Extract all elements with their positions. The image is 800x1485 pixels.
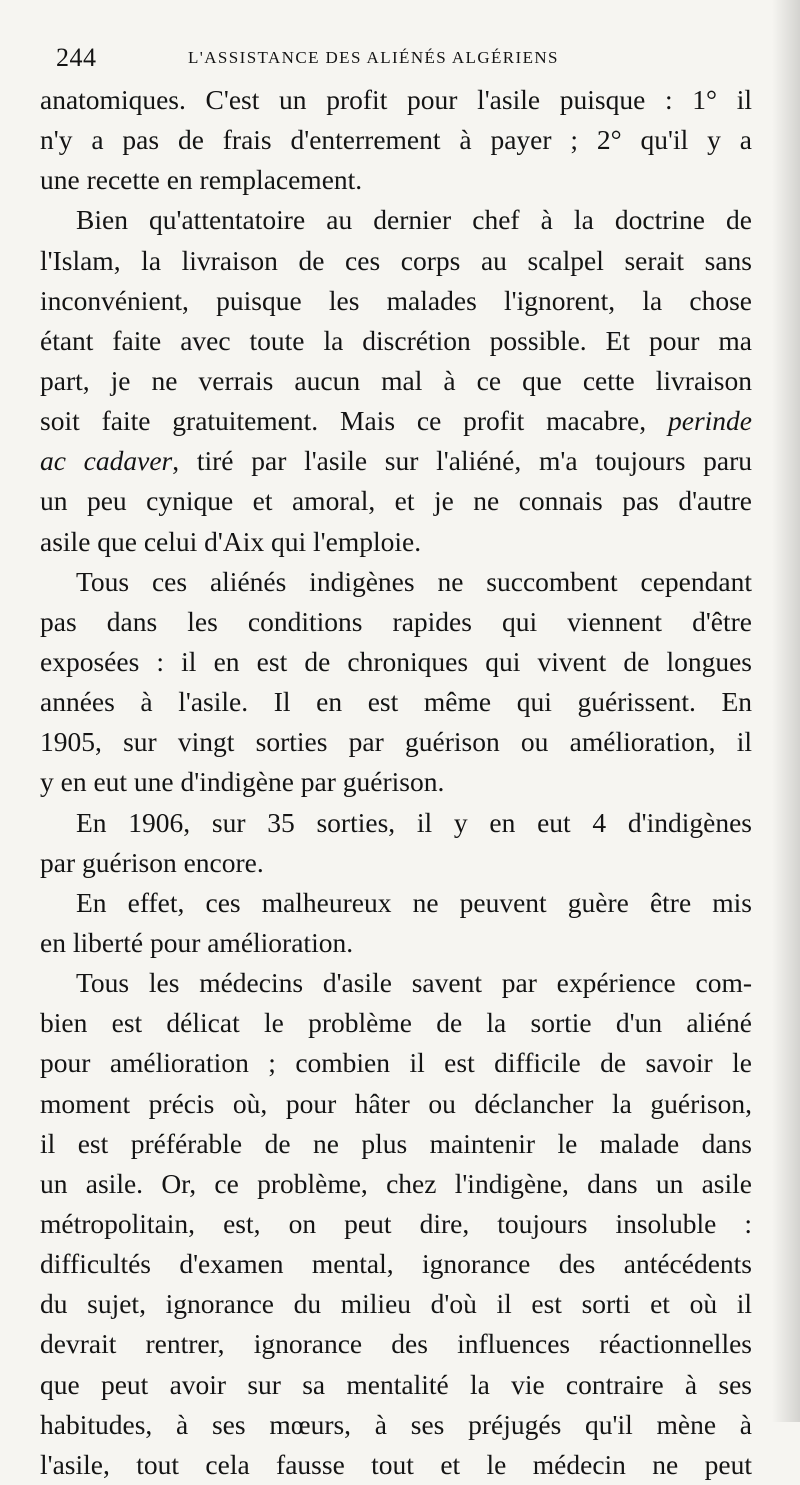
text-line: par guérison encore.	[40, 846, 264, 878]
text-line: que peut avoir sur sa mentalité la vie contraire à ses	[40, 1368, 752, 1400]
paragraph-first-line: Tous les médecins d'asile savent par expérience com-	[76, 967, 752, 999]
paragraph-first-line: En 1906, sur 35 sorties, il y en eut 4 d'indigènes	[76, 806, 752, 838]
text-line: moment précis où, pour hâter ou déclancher la guérison,	[40, 1087, 752, 1119]
text-line: inconvénient, puisque les malades l'ignorent, la chose	[40, 284, 752, 316]
text-line: en liberté pour amélioration.	[40, 926, 354, 958]
text-line: un asile. Or, ce problème, chez l'indigène, dans un asile	[40, 1167, 752, 1199]
text-line: y en eut une d'indigène par guérison.	[40, 766, 445, 798]
text-line: années à l'asile. Il en est même qui guérissent. En	[40, 686, 752, 718]
text-line: un peu cynique et amoral, et je ne connais pas d'autre	[40, 485, 752, 517]
text-line: anatomiques. C'est un profit pour l'asile puisque : 1° il	[40, 84, 752, 115]
text-line: pour amélioration ; combien il est difficile de savoir le	[40, 1047, 752, 1079]
text-line: habitudes, à ses mœurs, à ses préjugés qu'il mène à	[40, 1408, 752, 1440]
text-line: métropolitain, est, on peut dire, toujours insoluble :	[40, 1207, 752, 1239]
text-line: une recette en remplacement.	[40, 164, 363, 196]
page-number: 244	[56, 43, 97, 72]
line-roman-part: soit faite gratuitement. Mais ce profit macabre,	[40, 405, 668, 437]
text-line: il est préférable de ne plus maintenir le malade dans	[40, 1127, 752, 1159]
paragraph-first-line: Bien qu'attentatoire au dernier chef à la doctrine de	[76, 204, 752, 236]
text-line: pas dans les conditions rapides qui viennent d'être	[40, 605, 752, 637]
text-line-with-italic	[40, 401, 752, 441]
page-header	[56, 38, 756, 78]
body-text	[40, 80, 752, 1485]
text-line: l'asile, tout cela fausse tout et le médecin ne peut	[40, 1448, 752, 1480]
line-roman-part: , tiré par l'asile sur l'aliéné, m'a toujours paru	[172, 445, 753, 477]
text-line: 1905, sur vingt sorties par guérison ou amélioration, il	[40, 726, 752, 758]
paragraph-first-line: Tous ces aliénés indigènes ne succombent cependant	[76, 565, 752, 597]
text-line: du sujet, ignorance du milieu d'où il est sorti et où il	[40, 1288, 752, 1320]
text-line: devrait rentrer, ignorance des influences réactionnelles	[40, 1328, 752, 1360]
text-line: asile que celui d'Aix qui l'emploie.	[40, 525, 422, 557]
paragraph-first-line: En effet, ces malheureux ne peuvent guère être mis	[76, 886, 752, 918]
text-line: étant faite avec toute la discrétion possible. Et pour ma	[40, 324, 752, 356]
text-line: n'y a pas de frais d'enterrement à payer ; 2° qu'il y a	[40, 124, 752, 156]
text-line: bien est délicat le problème de la sortie d'un aliéné	[40, 1007, 752, 1039]
text-line: exposées : il en est de chroniques qui vivent de longues	[40, 645, 752, 677]
text-line: difficultés d'examen mental, ignorance des antécédents	[40, 1248, 752, 1280]
text-line: l'Islam, la livraison de ces corps au scalpel serait sans	[40, 244, 752, 276]
latin-phrase-italic: ac cadaver	[40, 445, 173, 477]
page-edge-shadow	[772, 0, 800, 1422]
latin-phrase-italic: perinde	[667, 405, 752, 437]
text-line-with-italic	[40, 441, 752, 481]
running-title: L'ASSISTANCE DES ALIÉNÉS ALGÉRIENS	[188, 48, 559, 67]
text-line: part, je ne verrais aucun mal à ce que cette livraison	[40, 364, 752, 396]
